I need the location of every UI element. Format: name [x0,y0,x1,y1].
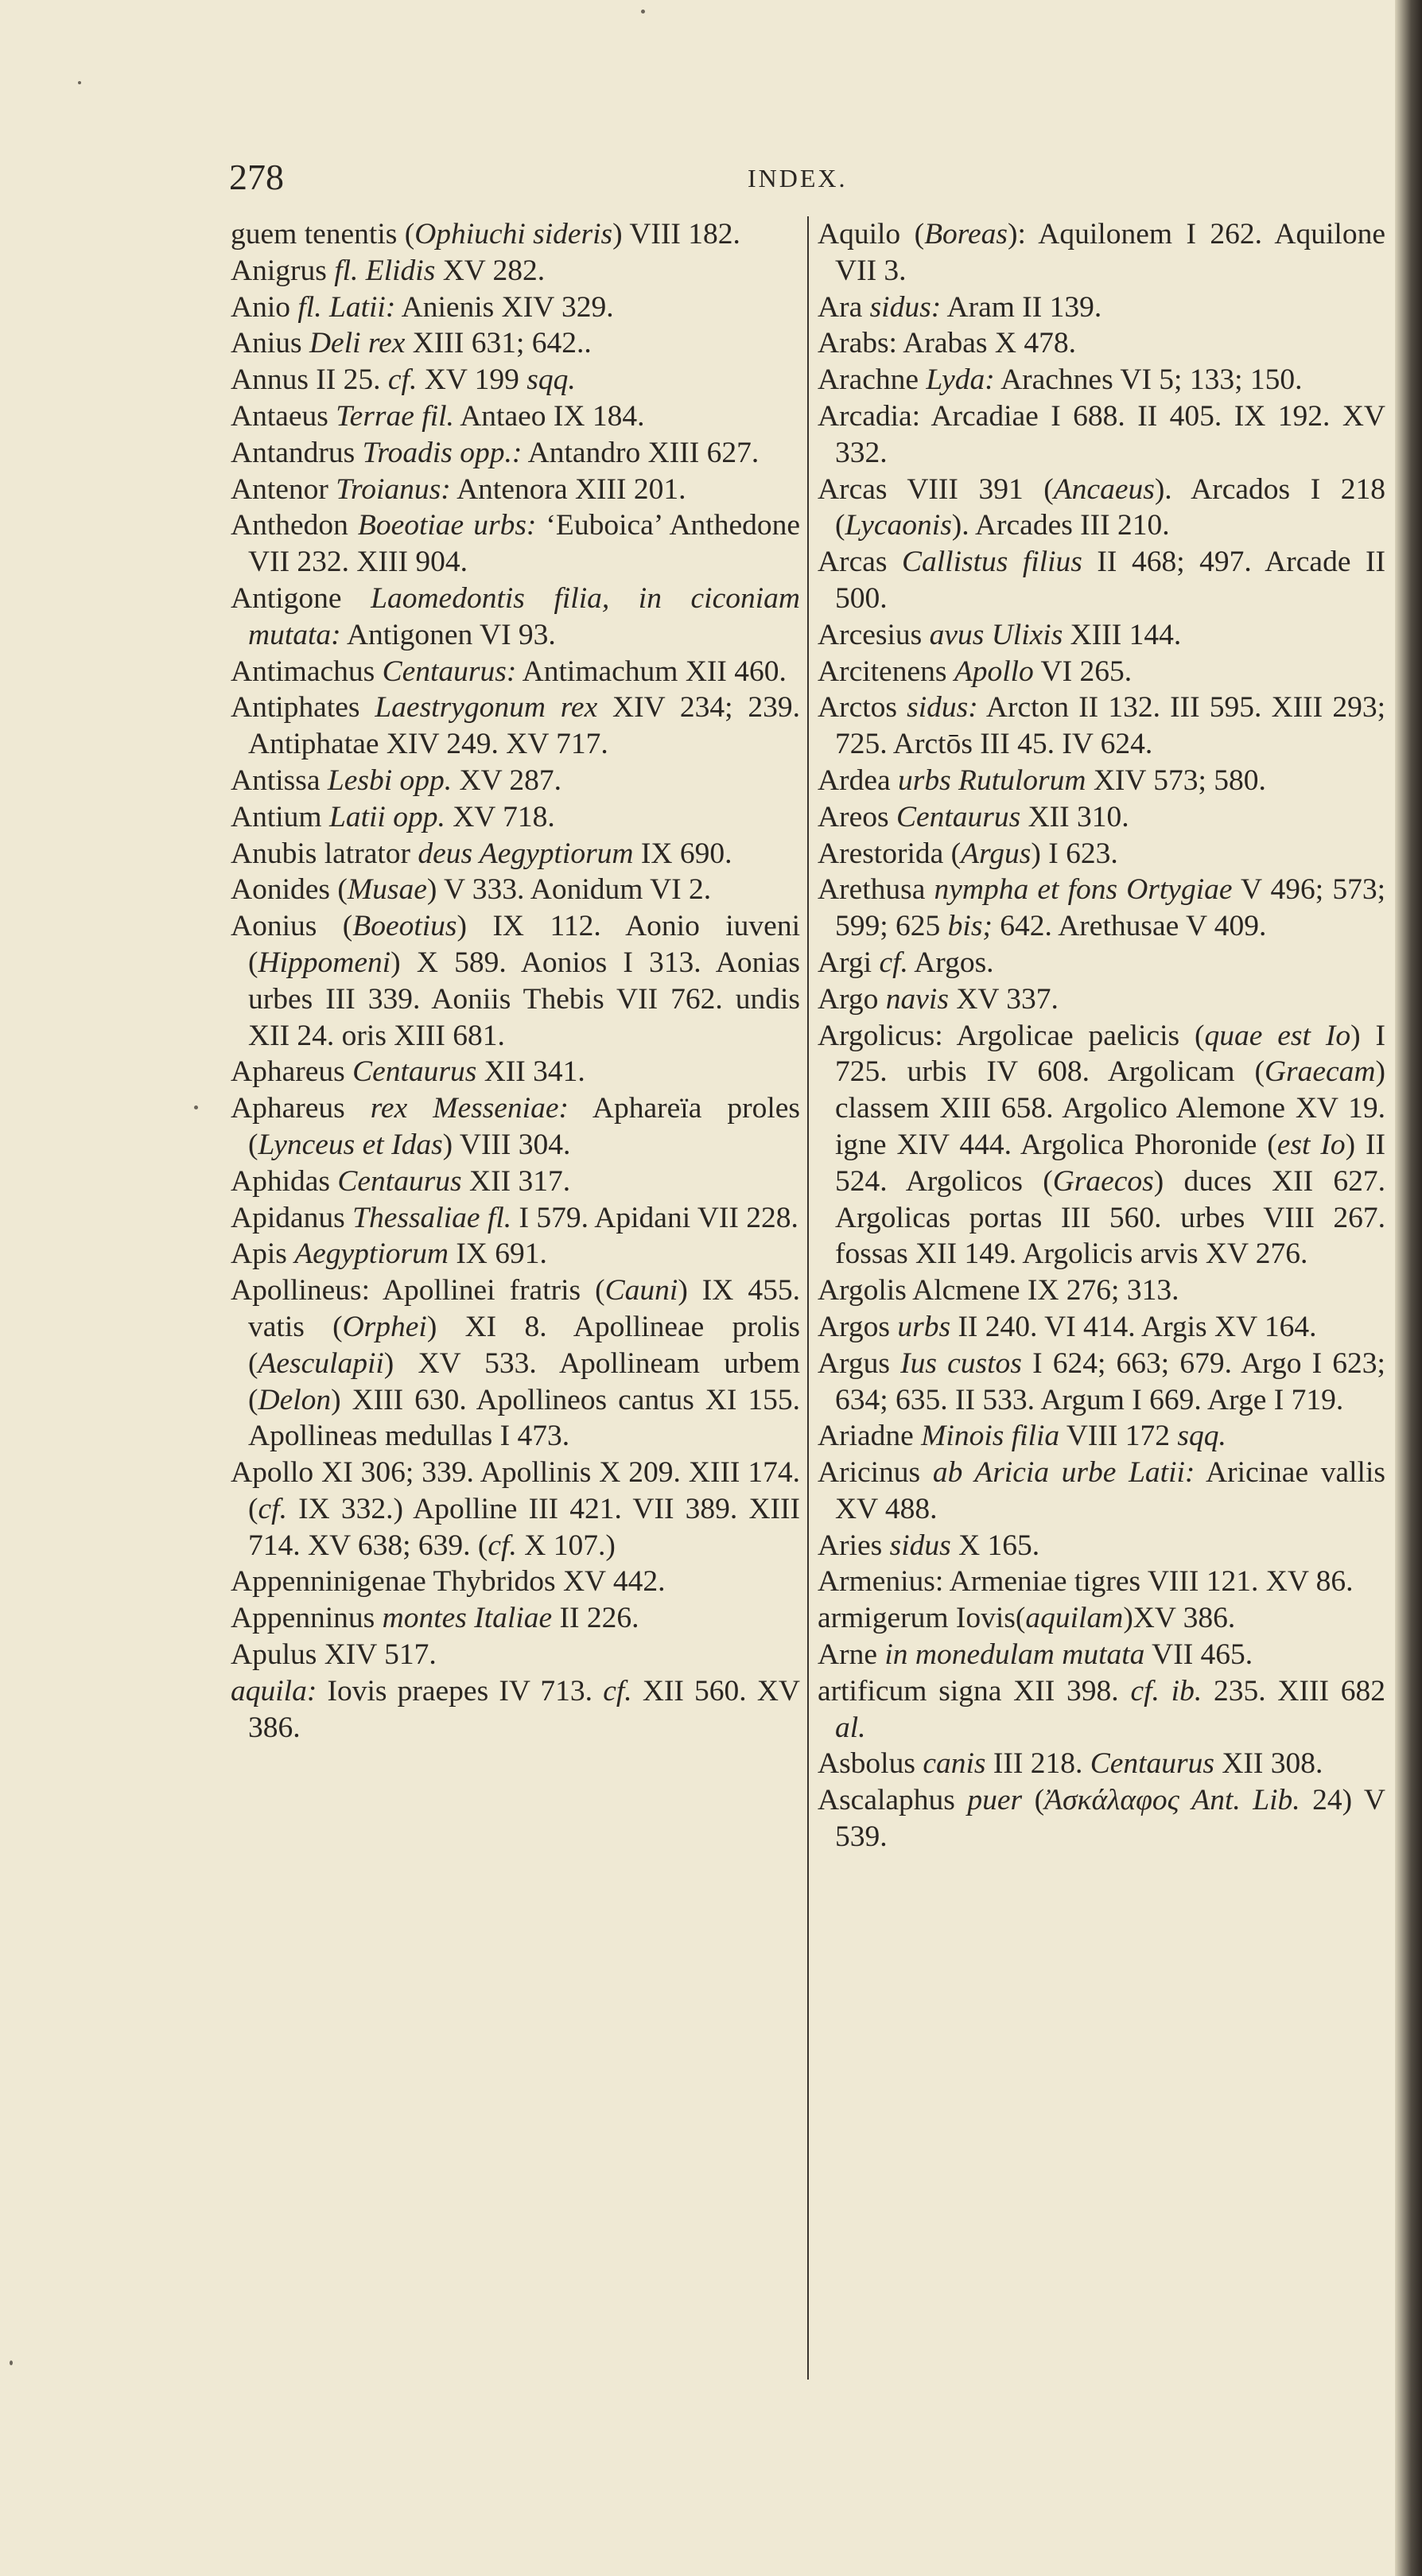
index-entry-italic-text: urbs Rutulorum [897,763,1086,797]
index-entry-text: XII 341. [476,1055,585,1089]
index-entry-italic-text: Cauni [604,1274,678,1307]
index-entry-text: ) XIII 630. Apollineos cantus XI 155. Apollineas medullas I 473. [248,1383,800,1453]
dust-speck [10,2360,13,2365]
index-entry-text: XIV 234; 239. Antiphatae XIV 249. XV 717. [248,691,800,761]
index-entry-text: XII 308. [1214,1747,1323,1781]
index-entry-text: Ardea [818,763,898,797]
index-entry [231,325,800,362]
index-entry-text: Arctos [818,691,907,725]
index-entry [818,362,1385,398]
index-entry [818,1272,1385,1309]
index-entry-italic-text: Ancaeus [1053,472,1155,506]
index-entry [818,1418,1385,1455]
index-entry [818,763,1385,799]
index-entry-text: Antimachum XII 460. [516,655,787,688]
index-entry-italic-text: Troadis opp.: [362,436,523,469]
index-entry [818,981,1385,1018]
index-entry-text: Aphareïa proles ( [248,1092,800,1161]
index-entry-italic-text: Laomedontis filia, in ciconiam mutata: [248,581,800,651]
index-entry-italic-text: Graecos [1052,1164,1154,1198]
index-entry-text: X 165. [950,1529,1040,1562]
index-entry-text: XV 718. [445,800,555,833]
index-entry-text: XIII 144. [1063,618,1182,651]
index-entry [231,872,800,908]
index-entry [231,1637,800,1673]
index-entry-text: VI 265. [1033,655,1133,688]
index-entry-text: ) II 524. Argolicos ( [835,1128,1385,1198]
page-edge-shadow [1395,0,1422,2576]
index-entry-text: IX 690. [633,837,732,870]
index-entry [818,945,1385,981]
index-entry-italic-text: Troianus: [336,472,451,506]
index-entry-text: XV 199 [417,363,527,397]
index-entry-italic-text: fl. Latii: [297,290,396,324]
index-entry-text: Aphareus [231,1055,353,1089]
index-entry-italic-text: al. [835,1711,866,1744]
index-entry-italic-text: Aesculapii [258,1346,384,1380]
index-entry-text: 235. XIII 682 [1202,1674,1386,1708]
index-entry-text: Aries [818,1529,890,1562]
index-entry-text: Arcesius [818,618,930,651]
index-entry-text: Antimachus [231,655,383,688]
index-entry-text: Arcitenens [818,655,954,688]
index-entry-text: I 579. Apidani VII 228. [511,1201,798,1234]
index-entry-text: Anius [231,327,309,360]
index-entry-italic-text: Boreas [924,218,1008,251]
index-entry-italic-text: Ἀσκάλαφος Ant. Lib. [1044,1784,1300,1817]
index-entry-italic-text: Boeotius [352,910,457,943]
index-entry [818,1455,1385,1528]
index-entry-text: II 468; 497. Arcade II 500. [835,546,1385,615]
index-entry-text: ) IX 112. Aonio iuveni ( [248,910,800,979]
index-entry-text: XV 282. [435,254,546,287]
index-entry-text: XII 317. [461,1164,571,1198]
index-entry [231,362,800,398]
index-entry-italic-text: Centaurus [896,800,1021,833]
index-entry [231,1600,800,1637]
index-entry-italic-text: Argus [961,837,1032,870]
index-entry-italic-text: Thessaliae fl. [352,1201,512,1234]
index-entry-italic-text: Apollo [954,655,1034,688]
index-entry-italic-text: Laestrygonum rex [375,691,598,725]
index-entry [818,617,1385,654]
index-entry-text: Apollo XI 306; 339. Apollinis X 209. XIII 174. ( [231,1456,800,1525]
index-entry-text: 24) V 539. [835,1784,1385,1854]
index-entry-text: ) X 589. Aonios I 313. Aonias urbes III 339. Aoniis Thebis VII 762. undis XII 24. oris XIII 681. [248,946,800,1052]
index-entry-text: Anio [231,290,298,324]
index-entry [231,507,800,581]
index-entry [231,1054,800,1090]
index-entry-text: artificum signa XII 398. [818,1674,1131,1708]
index-entry-italic-text: aquila: [231,1674,317,1708]
index-entry-text: Antandro XIII 627. [522,436,760,469]
index-entry-italic-text: puer [967,1784,1023,1817]
index-entry-text: ‘Euboica’ Anthedone VII 232. XIII 904. [248,509,800,579]
index-entry-italic-text: Deli rex [309,327,406,360]
index-entry-text: Arcton II 132. III 595. XIII 293; 725. Arctōs III 45. IV 624. [835,691,1386,761]
index-entry-italic-text: navis [885,982,949,1016]
index-entry-text: ). Arcados I 218 ( [835,472,1385,542]
index-entry-italic-text: Hippomeni [258,946,391,979]
index-entry-italic-text: Latii opp. [328,800,445,833]
index-entry-text: armigerum Iovis( [818,1602,1026,1635]
index-entry-text: Aonides ( [231,873,348,907]
index-entry-text: Arestorida ( [818,837,962,870]
dust-speck [78,81,81,84]
index-entry-italic-text: avus Ulixis [929,618,1063,651]
index-entry [818,216,1385,289]
index-entry-text: Anigrus [231,254,335,287]
index-entry-italic-text: deus Aegyptiorum [418,837,634,870]
index-entry-text: Arne [818,1638,885,1672]
index-entry-text: Aphidas [231,1164,338,1198]
index-entry [818,1346,1385,1419]
left-column [231,216,800,1746]
index-entry-italic-text: in monedulam mutata [884,1638,1145,1672]
index-entry-text: XIV 573; 580. [1086,763,1266,797]
index-entry-text: Aricinus [818,1456,933,1490]
index-entry-italic-text: urbs [897,1310,951,1343]
index-entry-italic-text: Centaurus: [382,655,517,688]
index-entry-italic-text: cf. [387,363,418,397]
index-entry-text: Arcas [818,546,902,579]
index-entry [231,1164,800,1200]
index-entry-text: ( [1022,1784,1045,1817]
index-entry-text: Aram II 139. [941,290,1102,324]
index-entry-text: Antigonen VI 93. [340,618,556,651]
index-entry [231,216,800,253]
index-entry-italic-text: Lynceus et Idas [258,1128,443,1161]
index-entry [818,654,1385,690]
index-entry-text: Arethusa [818,873,934,907]
index-entry-text: II 226. [552,1602,639,1635]
index-entry [818,872,1385,945]
column-rule [807,216,809,2380]
index-entry-text: Argolicus: Argolicae paelicis ( [818,1019,1205,1052]
index-entry-text: Arachne [818,363,927,397]
index-entry-text: Ara [818,290,870,324]
index-entry-text: Anienis XIV 329. [395,290,614,324]
index-entry-text: XII 310. [1020,800,1129,833]
index-entry-italic-text: nympha et fons Ortygiae [934,873,1233,907]
index-entry [818,1673,1385,1746]
index-entry-text: ) V 333. Aonidum VI 2. [426,873,712,907]
index-entry [231,799,800,836]
index-entry-italic-text: quae est Io [1204,1019,1351,1052]
index-entry-italic-text: aquilam [1025,1602,1124,1635]
index-entry-text: XII 560. XV 386. [248,1674,800,1744]
index-entry-text: Antenor [231,472,336,506]
index-entry [818,289,1385,326]
index-entry-text: Anthedon [231,509,358,542]
index-entry-text: Apis [231,1237,295,1271]
index-entry-italic-text: Aegyptiorum [294,1237,449,1271]
running-head: INDEX. [748,164,848,192]
index-entry-italic-text: Lyda: [926,363,995,397]
index-entry-text: Ariadne [818,1420,922,1453]
index-entry [231,581,800,654]
index-entry-text: ) I 623. [1031,837,1118,870]
index-entry [231,1200,800,1237]
index-entry-italic-text: sidus [889,1529,951,1562]
index-entry-text: XV 337. [948,982,1059,1016]
index-entry-italic-text: canis [923,1747,986,1781]
index-entry-italic-text: Terrae fil. [336,399,454,433]
index-entry-text: Antenora XIII 201. [450,472,686,506]
index-entry-text: ) I 725. urbis IV 608. Argolicam ( [835,1019,1385,1089]
index-entry-text: Arachnes VI 5; 133; 150. [994,363,1303,397]
index-entry-italic-text: Ius custos [900,1346,1022,1380]
index-entry-italic-text: sidus: [869,290,942,324]
right-column [818,216,1385,1855]
index-entry-italic-text: Centaurus [337,1164,462,1198]
index-entry-text: Argi [818,946,880,979]
index-entry [818,325,1385,362]
index-entry-italic-text: est Io [1276,1128,1346,1161]
index-entry [818,690,1385,763]
index-entry-text: Aphareus [231,1092,371,1125]
index-entry [231,289,800,326]
index-entry-text: Appenninigenae Thybridos XV 442. [231,1565,666,1599]
index-entry [231,908,800,1054]
index-entry-text: V 496; 573; 599; 625 [835,873,1385,943]
index-entry-text: ) XI 8. Apollineae prolis ( [248,1310,800,1380]
index-entry-text: 642. Arethusae V 409. [992,910,1267,943]
index-entry-text: VII 465. [1144,1638,1253,1672]
index-entry-italic-text: sqq. [1177,1420,1226,1453]
index-entry-text: Areos [818,800,896,833]
index-entry [818,799,1385,836]
index-entry-italic-text: Graecam [1264,1055,1376,1089]
index-entry-text: Appenninus [231,1602,383,1635]
index-entry [231,1272,800,1455]
index-entry [818,1309,1385,1346]
index-entry [818,1528,1385,1564]
index-entry-text: II 240. VI 414. Argis XV 164. [950,1310,1317,1343]
page-number: 278 [229,157,284,197]
index-entry-text: Antium [231,800,329,833]
index-entry [818,472,1385,545]
index-entry-text: X 107.) [516,1529,616,1562]
index-entry-italic-text: montes Italiae [382,1602,553,1635]
index-entry-text: Arcadia: Arcadiae I 688. II 405. IX 192. XV 332. [818,399,1385,469]
index-entry [231,1455,800,1564]
index-entry [818,1564,1385,1600]
index-entry-text: Antandrus [231,436,363,469]
index-entry-text: Antaeus [231,399,336,433]
index-entry-text: Argolis Alcmene IX 276; 313. [818,1274,1179,1307]
index-entry [818,544,1385,617]
index-entry-text: Aonius ( [231,910,353,943]
index-entry-text: Anubis latrator [231,837,418,870]
index-entry-text: Argos [818,1310,898,1343]
index-entry-italic-text: Callistus filius [901,546,1082,579]
index-entry-text: ). Arcades III 210. [951,509,1170,542]
index-entry-italic-text: ab Aricia urbe Latii: [932,1456,1195,1490]
index-entry-text: Antiphates [231,691,375,725]
index-entry-text: ) duces XII 627. Argolicas portas III 560. urbes VIII 267. fossas XII 149. Argolicis arvis XV 276. [835,1164,1385,1271]
dust-speck [641,10,645,14]
index-entry-italic-text: rex Messeniae: [370,1092,569,1125]
index-entry [231,763,800,799]
index-entry-text: Argo [818,982,886,1016]
index-entry-text: IX 332.) Apolline III 421. VII 389. XIII 714. XV 638; 639. ( [248,1492,800,1562]
index-entry [231,690,800,763]
index-entry [231,654,800,690]
index-entry-italic-text: Lycaonis [845,509,952,542]
index-entry [818,1782,1385,1855]
index-entry-text: IX 691. [448,1237,547,1271]
index-entry-text: Aquilo ( [818,218,925,251]
index-entry-italic-text: Boeotiae urbs: [357,509,537,542]
index-entry-text: Aricinae vallis XV 488. [835,1456,1385,1525]
index-entry-text: Ascalaphus [818,1784,968,1817]
index-entry-italic-text: cf. [879,946,908,979]
index-entry-text: XV 287. [452,763,562,797]
index-entry-italic-text: Orphei [342,1310,427,1343]
index-entry-text: ) classem XIII 658. Argolico Alemone XV 19. igne XIV 444. Argolica Phoronide ( [835,1055,1385,1161]
index-entry-text: Arabs: Arabas X 478. [818,327,1076,360]
index-entry-text: I 624; 663; 679. Argo I 623; 634; 635. II 533. Argum I 669. Arge I 719. [835,1346,1385,1416]
index-entry-italic-text: Centaurus [1090,1747,1214,1781]
index-entry-text: Apollineus: Apollinei fratris ( [231,1274,605,1307]
index-entry-text: guem tenentis ( [231,218,415,251]
index-entry-italic-text: Delon [258,1383,332,1416]
index-entry-text: ) VIII 304. [442,1128,571,1161]
index-entry-italic-text: Minois filia [921,1420,1060,1453]
index-entry-text: Apulus XIV 517. [231,1638,437,1672]
index-entry-text: Antissa [231,763,328,797]
index-entry-text: VIII 172 [1059,1420,1178,1453]
index-entry-text: )XV 386. [1123,1602,1236,1635]
index-entry-italic-text: bis; [947,910,993,943]
index-entry-text: Armenius: Armeniae tigres VIII 121. XV 86. [818,1565,1354,1599]
index-entry-text: ) VIII 182. [612,218,740,251]
index-entry-italic-text: Musae [347,873,427,907]
index-entry [231,1673,800,1746]
index-entry [231,1564,800,1600]
index-entry [231,836,800,872]
index-entry-italic-text: sidus: [907,691,978,725]
index-entry-text: ): Aquilonem I 262. Aquilone VII 3. [835,218,1385,287]
index-entry-text: Asbolus [818,1747,923,1781]
index-entry-text: Apidanus [231,1201,353,1234]
index-entry [818,398,1385,472]
index-entry-italic-text: Ophiuchi sideris [414,218,613,251]
index-entry-text: Annus II 25. [231,363,388,397]
index-entry-italic-text: Lesbi opp. [327,763,453,797]
index-entry [818,836,1385,872]
index-entry-italic-text: sqq. [526,363,576,397]
index-entry-text: Arcas VIII 391 ( [818,472,1054,506]
index-entry-text: Iovis praepes IV 713. [317,1674,604,1708]
index-entry [231,1090,800,1164]
index-entry-italic-text: cf. [603,1674,632,1708]
index-entry [231,472,800,508]
index-entry [231,1236,800,1272]
index-entry-text: Argos. [907,946,994,979]
index-entry-italic-text: cf. [258,1492,287,1525]
index-entry-text: ) IX 455. vatis ( [248,1274,801,1343]
index-entry-italic-text: fl. Elidis [334,254,436,287]
index-entry [818,1018,1385,1273]
index-entry [818,1746,1385,1782]
index-entry-italic-text: cf. [488,1529,517,1562]
index-entry-text: Antigone [231,581,371,615]
index-entry [231,253,800,289]
index-entry-text: Antaeo IX 184. [453,399,645,433]
index-entry [818,1637,1385,1673]
index-entry [231,398,800,435]
index-entry-italic-text: Centaurus [352,1055,477,1089]
index-entry [818,1600,1385,1637]
index-entry [231,435,800,472]
index-entry-italic-text: cf. ib. [1130,1674,1202,1708]
index-entry-text: ) XV 533. Apollineam urbem ( [248,1346,800,1416]
index-entry-text: III 218. [985,1747,1090,1781]
dust-speck [194,1105,198,1109]
index-entry-text: XIII 631; 642.. [405,327,592,360]
index-entry-text: Argus [818,1346,901,1380]
